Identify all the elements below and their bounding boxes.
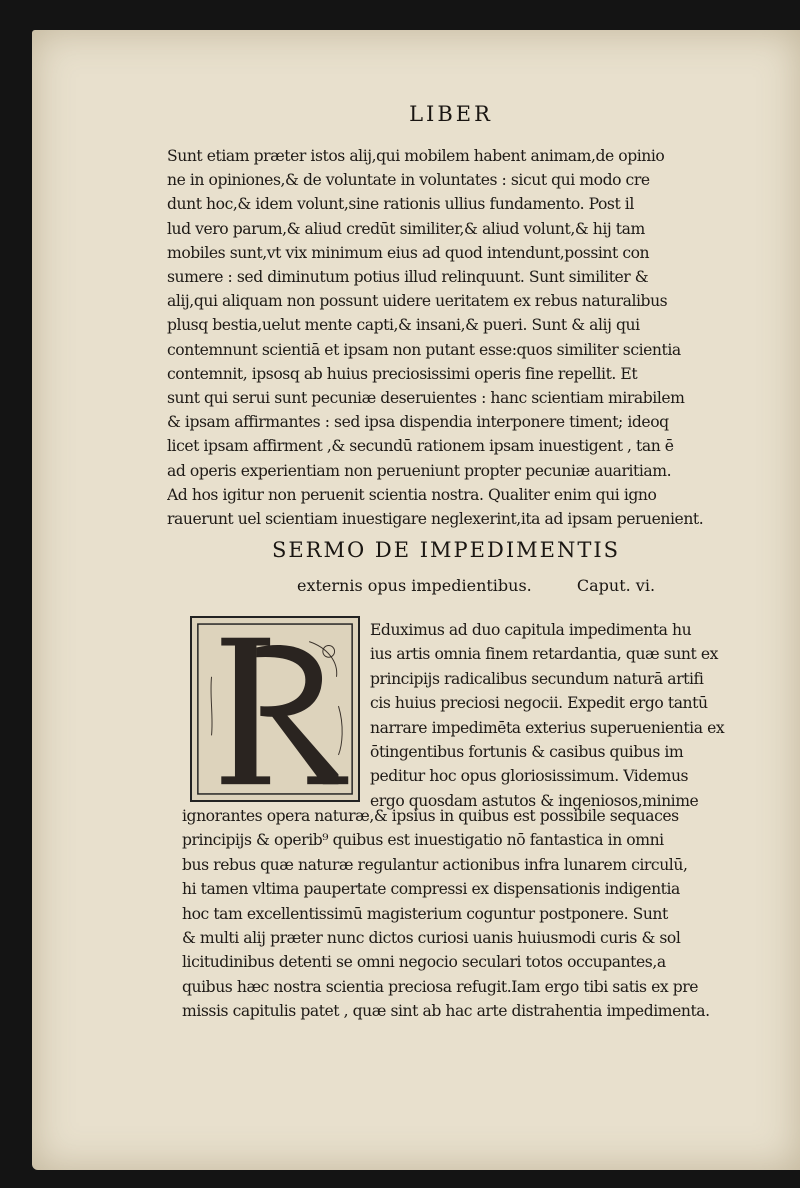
section-subtitle-line <box>297 576 655 595</box>
text-line: ergo quosdam astutos & ingeniosos,minime <box>370 791 699 810</box>
chapter-label: Caput. vi. <box>576 576 656 595</box>
book-page <box>32 30 800 1170</box>
text-line: ius artis omnia finem retardantia, quæ sunt ex <box>370 645 718 664</box>
text-line: & multi alij præter nunc dictos curiosi uanis huiusmodi curis & sol <box>182 929 681 948</box>
text-line: principijs & operib⁹ quibus est inuestigatio nō fantastica in omni <box>182 831 664 850</box>
text-line: sunt qui serui sunt pecuniæ deseruientes : hanc scientiam mirabilem <box>167 389 685 408</box>
paragraph-2 <box>370 618 790 813</box>
text-line: licet ipsam affirment ,& secundū rationem ipsam inuestigent , tan ē <box>167 437 674 456</box>
text-line: Eduximus ad duo capitula impedimenta hu <box>370 621 692 639</box>
text-line: narrare impedimēta exterius superuenientia ex <box>370 718 725 737</box>
text-line: ne in opiniones,& de voluntate in voluntates : sicut qui modo cre <box>167 171 650 190</box>
text-line: contemnunt scientiā et ipsam non putant esse:quos similiter scientia <box>167 340 681 359</box>
text-line: bus rebus quæ naturæ regulantur actionibus infra lunarem circulū, <box>182 855 688 874</box>
text-line: rauerunt uel scientiam inuestigare neglexerint,ita ad ipsam peruenient. <box>167 510 704 529</box>
drop-cap-initial <box>190 616 360 802</box>
page-running-header: LIBER <box>409 102 493 126</box>
text-line: & ipsam affirmantes : sed ipsa dispendia interponere timent; ideoq <box>167 413 669 432</box>
text-line: ignorantes opera naturæ,& ipsius in quibus est possibile sequaces <box>182 807 679 825</box>
text-line: mobiles sunt,vt vix minimum eius ad quod intendunt,possint con <box>167 243 650 262</box>
text-line: ōtingentibus fortunis & casibus quibus im <box>370 743 684 762</box>
text-line: ad operis experientiam non perueniunt propter pecuniæ auaritiam. <box>167 461 672 480</box>
text-line: missis capitulis patet , quæ sint ab hac arte distrahentia impedimenta. <box>182 1002 710 1021</box>
text-line: hi tamen vltima paupertate compressi ex dispensationis indigentia <box>182 880 680 899</box>
drop-cap-r-icon <box>192 618 358 800</box>
paragraph-1 <box>167 144 782 531</box>
text-line: alij,qui aliquam non possunt uidere ueritatem ex rebus naturalibus <box>167 292 668 311</box>
text-line: plusq bestia,uelut mente capti,& insani,& pueri. Sunt & alij qui <box>167 316 640 335</box>
paragraph-3 <box>182 804 792 1024</box>
text-line: contemnit, ipsosq ab huius preciosissimi operis fine repellit. Et <box>167 364 638 383</box>
section-title: SERMO DE IMPEDIMENTIS <box>271 538 621 562</box>
text-line: cis huius preciosi negocii. Expedit ergo tantū <box>370 694 708 713</box>
text-line: hoc tam excellentissimū magisterium coguntur postponere. Sunt <box>182 904 668 923</box>
section-subtitle: externis opus impedientibus. <box>297 576 532 595</box>
text-line: dunt hoc,& idem volunt,sine rationis ullius fundamento. Post il <box>167 195 634 214</box>
text-line: sumere : sed diminutum potius illud relinquunt. Sunt similiter & <box>167 268 649 287</box>
text-line: licitudinibus detenti se omni negocio seculari totos occupantes,a <box>182 953 666 972</box>
text-line: Sunt etiam præter istos alij,qui mobilem habent animam,de opinio <box>167 147 665 165</box>
text-line: lud vero parum,& aliud credūt similiter,& aliud volunt,& hij tam <box>167 219 645 238</box>
text-line: peditur hoc opus gloriosissimum. Videmus <box>370 767 689 786</box>
text-line: quibus hæc nostra scientia preciosa refugit.Iam ergo tibi satis ex pre <box>182 977 699 996</box>
text-line: principijs radicalibus secundum naturā artifi <box>370 669 704 688</box>
text-line: Ad hos igitur non peruenit scientia nostra. Qualiter enim qui igno <box>167 485 657 504</box>
